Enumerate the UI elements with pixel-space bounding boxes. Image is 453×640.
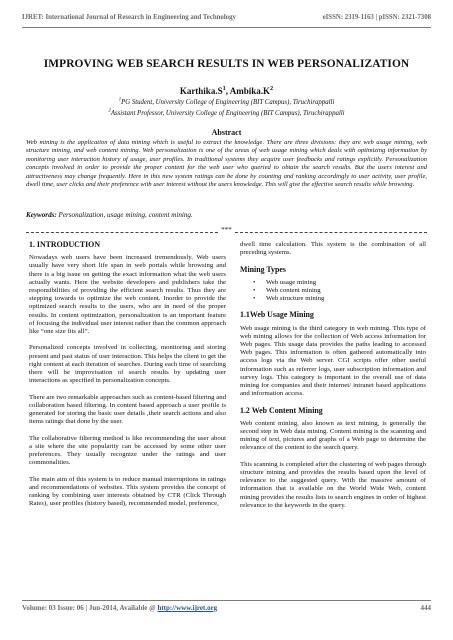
paragraph: Nowadays web users have been increased tremendously. Web users usually have very short life span in web portals while browsing and there is a big issue on getting the exact information what the web users actually wants. Here the website developers and publishers take the responsibilities of providing the efficient search results. Thus they are stepping towards to optimize the web content. Inorder to provide the optimized search results to the users, who are in need of the proper results. In content optimization, personalization is an important feature of focusing the individual user interest rather than the common approach like “one size fits all”. [29, 254, 226, 336]
keywords-text: Personalization, usage mining, content mining. [58, 211, 193, 219]
separator-stars: *** [221, 226, 232, 234]
paragraph: Personalized concepts involved in collecting, monitoring and storing present and past status of user interaction. This helps the client to get the right content at each iteration of searches. During each time of searching there will be improvisation of search results by updating user interactions as specified in personalization concepts. [29, 344, 226, 385]
affiliation-superscript: 1 [118, 97, 122, 103]
list-item: • Web structure mining [266, 295, 426, 303]
list-item: • Web content mining [266, 287, 426, 295]
affiliation-text: Assistant Professor, University College of Engineering (BIT Campus), Tiruchirappalli [110, 110, 345, 117]
separator-dash-left [26, 232, 218, 233]
page-number: 444 [420, 604, 431, 612]
header-rule [22, 27, 431, 28]
paragraph: This scanning is completed after the clustering of web pages through structure mining and provides the results based upon the level of relevance to the suggested query. With the massive amount of information that is available on the World Wide Web, content mining provides the results lists to search engines in order of highest relevance to the keywords in the query. [240, 460, 426, 509]
section-separator [26, 228, 427, 238]
keywords-line [26, 211, 427, 219]
volume-info: Volume: 03 Issue: 06 | Jun-2014, Available @ [22, 604, 158, 612]
author-name: Karthika.S [179, 86, 223, 96]
affiliation-superscript: 2 [108, 108, 111, 114]
section-heading-introduction: 1. INTRODUCTION [29, 240, 101, 249]
paragraph: dwell time calculation. This system is the combination of all preceding systems. [240, 241, 426, 257]
footer-rule [22, 600, 431, 601]
author-superscript: 1 [222, 85, 226, 92]
issn-info: eISSN: 2319-1163 | pISSN: 2321-7308 [322, 14, 431, 21]
left-column [29, 241, 226, 517]
affiliation-1 [22, 99, 431, 106]
author-name: Ambika.K [229, 86, 271, 96]
author-line: $Karthika.S^1$, $Ambika.K^2$ [179, 85, 274, 96]
affiliation-2 [22, 110, 431, 117]
paragraph: The main aim of this system is to reduce manual interruptions in ratings and recommendations of websites. This system provides the concept of ranking by combining user interests obtained by CTR (Click Through Rates), user profiles (history based), recommended model, preference, [29, 475, 226, 508]
paragraph: Web content mining, also known as text mining, is generally the second step in Web data mining. Content mining is the scanning and mining of text, pictures and graphs of a Web page to determine the relevance of the content to the search query. [240, 419, 426, 452]
keywords-label: Keywords: [26, 211, 57, 219]
abstract-body: Web mining is the application of data mining which is useful to extract the knowledge. There are three divisions: they are web usage mining, web structure mining, and web content mining. Web personalization is one of the areas of web usage mining which deals with optimizing information by monitoring user interaction history of usage, user profiles. In traditional systems they acquire user feedbacks and ratings explicitly. Personalization concepts involved in order to provide the proper content for the web user who queried to obtain the search results. But the users interest and attractiveness may change frequently. Here in this new system ratings can be done by counting and ranking accordingly to user activity, user profile, dwell time, user clicks and their preference with user interest without the users knowledge. This will give the effective search results while browsing. [26, 139, 427, 189]
list-item: • Web usage mining [266, 279, 426, 287]
journal-link[interactable]: http://www.ijret.org [157, 604, 218, 612]
paragraph: There are two remarkable approaches such as content-based filtering and collaboration based filtering. In content based approach a user profile is generated for storing the basic user details ,their search actions and also items ratings that done by the user. [29, 393, 226, 426]
separator-dash-right [235, 232, 427, 233]
paragraph: Web usage mining is the third category in web mining. This type of web mining allows for the collection of Web access information for Web pages. This usage data provides the paths leading to accessed Web pages. This information is often gathered automatically into access logs via the Web server. CGI scripts offer other useful information such as referrer logs, user subscription information and survey logs. This category is important to the overall use of data mining for companies and their internet/ intranet based applications and information access. [240, 324, 426, 398]
author-superscript: 2 [270, 85, 274, 92]
section-heading-mining-types: Mining Types [240, 264, 286, 274]
mining-types-list [240, 279, 426, 304]
affiliation-text: PG Student, University College of Engineering (BIT Campus), Tiruchirappalli [121, 99, 335, 106]
footer-volume [22, 604, 217, 612]
section-heading-web-usage-mining: 1.1Web Usage Mining [240, 310, 314, 320]
journal-name: IJRET: International Journal of Research in Engineering and Technology [22, 14, 236, 21]
paper-title: IMPROVING WEB SEARCH RESULTS IN WEB PERSONALIZATION [43, 58, 410, 70]
running-header [22, 10, 431, 26]
running-footer [22, 604, 431, 616]
abstract-heading: Abstract [211, 128, 242, 137]
paragraph: The collaborative filtering method is like recommending the user about a site where the site popularity can be accessed by some other user preferences. They usually recognize under the ratings and user commonalities. [29, 434, 226, 467]
right-column [240, 241, 426, 518]
section-heading-web-content-mining: 1.2 Web Content Mining [240, 405, 323, 415]
